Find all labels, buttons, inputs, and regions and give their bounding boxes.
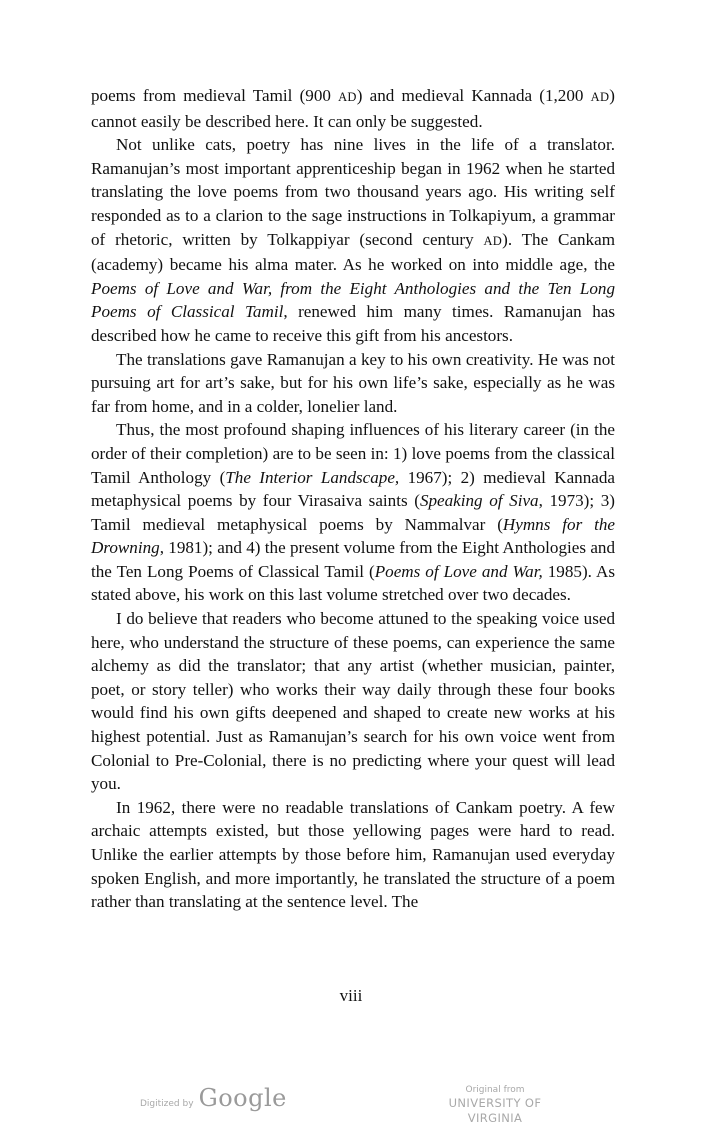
text-span: Not unlike cats, poetry has nine lives in the life of a translator. Ramanujan’s most important apprenticeship began in 1962 when he started translating the love poems from two thousand years ago. His writing self responded as to a clarion to the sage instructions in Tolkapiyum, a grammar of rhetoric, written by Tolkappiyar (second century xyxy=(91,135,615,249)
paragraph-3: The translations gave Ramanujan a key to his own creativity. He was not pursuing art for art’s sake, but for his own life’s sake, especially as he was far from home, and in a colder, lonelier land. xyxy=(91,349,615,416)
university-label: UNIVERSITY OF VIRGINIA xyxy=(448,1096,542,1125)
text-span: , 1981); and 4) the present volume from the Eight Anthologies and the Ten Long Poems of Classical Tamil ( xyxy=(91,538,615,581)
page-number: viii xyxy=(339,986,363,1005)
paragraph-2 xyxy=(91,133,615,347)
text-span: , 1973); 3) Tamil medieval metaphysical poems by Nammalvar ( xyxy=(91,491,615,534)
era-abbrev: AD xyxy=(483,233,503,248)
original-from-watermark xyxy=(420,1084,570,1126)
paragraph-1 xyxy=(91,84,615,133)
era-abbrev: AD xyxy=(338,90,357,104)
google-logo: Google xyxy=(198,1084,287,1112)
text-span: 1985). As stated above, his work on this last volume stretched over two decades. xyxy=(91,561,615,605)
text-span: poems from medieval Tamil (900 xyxy=(91,86,339,105)
body-text xyxy=(91,84,615,914)
book-title: Speaking of Siva xyxy=(419,491,539,511)
text-span: 1967); 2) medieval Kannada metaphysical poems by four Virasaiva saints ( xyxy=(91,467,615,511)
era-abbrev: AD xyxy=(590,90,610,104)
text-span: ) and medieval Kannada (1,200 xyxy=(356,86,591,105)
digitized-by-label: Digitized by xyxy=(140,1099,194,1109)
paragraph-5: I do believe that readers who become attuned to the speaking voice used here, who understand the structure of these poems, can experience the same alchemy as did the translator; that any artist (whether musician, painter, poet, or story teller) who works their way daily through these four books would find his own gifts deepened and shaped to create new works at his highest potential. Just as Ramanujan’s search for his own voice went from Colonial to Pre-Colonial, there is no predicting where your quest will lead you. xyxy=(91,609,615,794)
book-title: Poems of Love and War, from the Eight Anthologies and the Ten Long Poems of Classical Tamil xyxy=(91,278,615,322)
text-span: , renewed him many times. Ramanujan has described how he came to receive this gift from his ancestors. xyxy=(91,302,615,345)
paragraph-4 xyxy=(91,418,615,607)
original-from-label: Original from xyxy=(465,1085,525,1095)
text-span: Thus, the most profound shaping influences of his literary career (in the order of their completion) are to be seen in: 1) love poems from the classical Tamil Anthology ( xyxy=(91,420,615,487)
paragraph-6: In 1962, there were no readable translations of Cankam poetry. A few archaic attempts existed, but those yellowing pages were hard to read. Unlike the earlier attempts by those before him, Ramanujan used everyday spoken English, and more importantly, he translated the structure of a poem rather than translating at the sentence level. The xyxy=(91,797,615,912)
book-title: Hymns for the Drowning xyxy=(91,514,615,558)
book-title: The Interior Landscape, xyxy=(225,467,400,487)
book-title: Poems of Love and War, xyxy=(374,561,543,581)
text-span: ). The Cankam (academy) became his alma mater. As he worked on into middle age, the xyxy=(91,229,615,275)
text-span: ) cannot easily be described here. It can only be suggested. xyxy=(91,86,615,131)
digitized-by-watermark xyxy=(140,1084,287,1112)
